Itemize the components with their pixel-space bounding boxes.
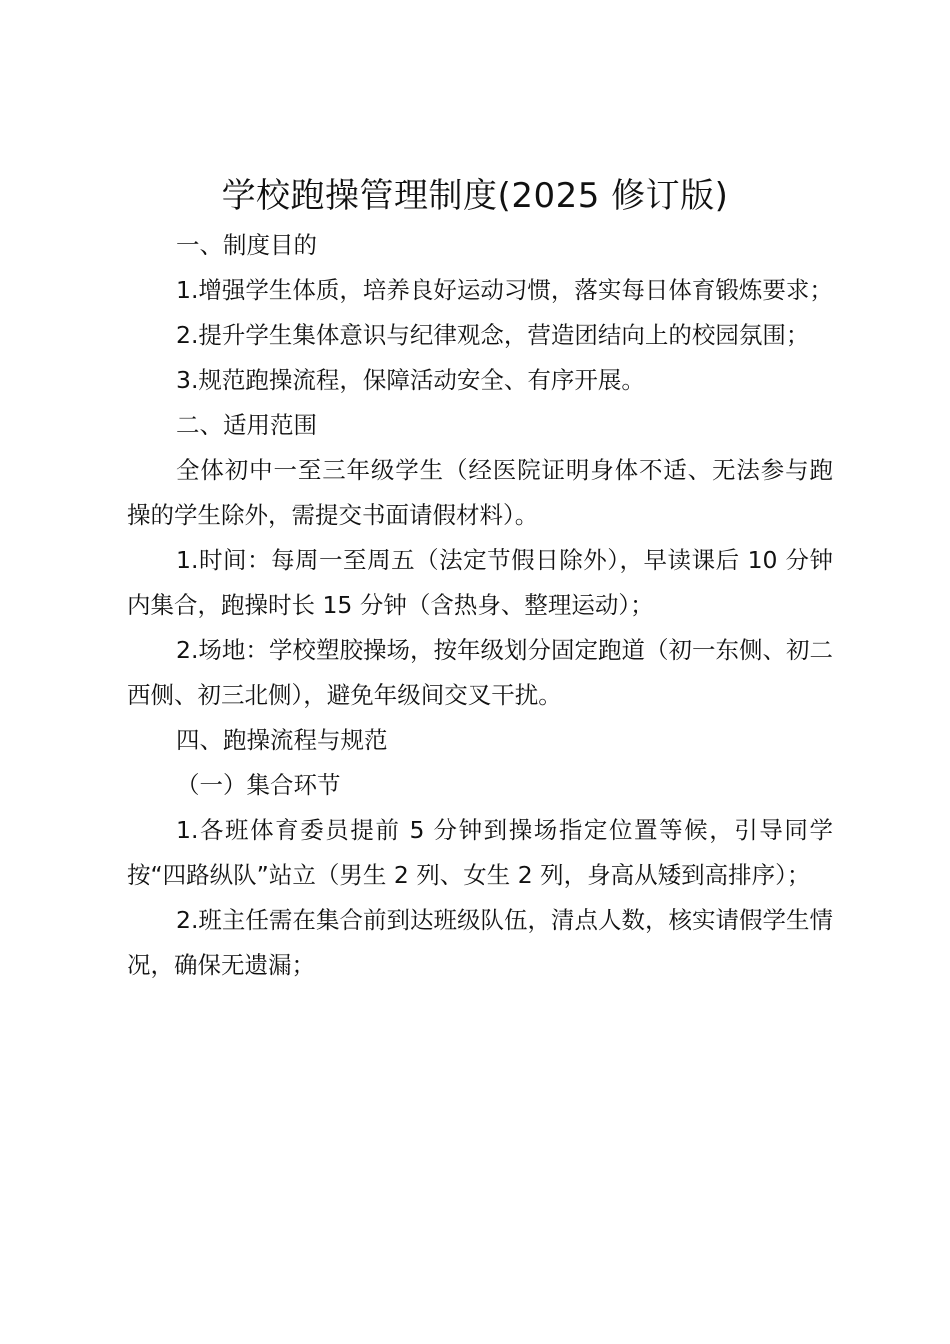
section-heading-scope: 二、适用范围 (176, 411, 317, 439)
section-heading-process: 四、跑操流程与规范 (176, 726, 388, 754)
paragraph: 2.场地：学校塑胶操场，按年级划分固定跑道（初一东侧、初二西侧、初三北侧），避免年级间交叉干扰。 (127, 636, 833, 709)
document-title: 学校跑操管理制度(2025 修订版) (221, 176, 729, 216)
paragraph: 1.增强学生体质，培养良好运动习惯，落实每日体育锻炼要求； (176, 276, 833, 304)
paragraph: 全体初中一至三年级学生（经医院证明身体不适、无法参与跑操的学生除外，需提交书面请假材料）。 (127, 456, 833, 529)
paragraph: 1.时间：每周一至周五（法定节假日除外），早读课后 10 分钟内集合，跑操时长 15 分钟（含热身、整理运动）； (127, 546, 833, 619)
paragraph: 1.各班体育委员提前 5 分钟到操场指定位置等候，引导同学按“四路纵队”站立（男生 2 列、女生 2 列，身高从矮到高排序）； (127, 816, 833, 889)
section-heading-purpose: 一、制度目的 (176, 231, 317, 259)
paragraph: 2.提升学生集体意识与纪律观念，营造团结向上的校园氛围； (176, 321, 810, 349)
subsection-heading-assembly: （一）集合环节 (176, 771, 341, 799)
document-body (127, 223, 833, 988)
paragraph: 2.班主任需在集合前到达班级队伍，清点人数，核实请假学生情况，确保无遗漏； (127, 906, 833, 979)
paragraph: 3.规范跑操流程，保障活动安全、有序开展。 (176, 366, 645, 394)
